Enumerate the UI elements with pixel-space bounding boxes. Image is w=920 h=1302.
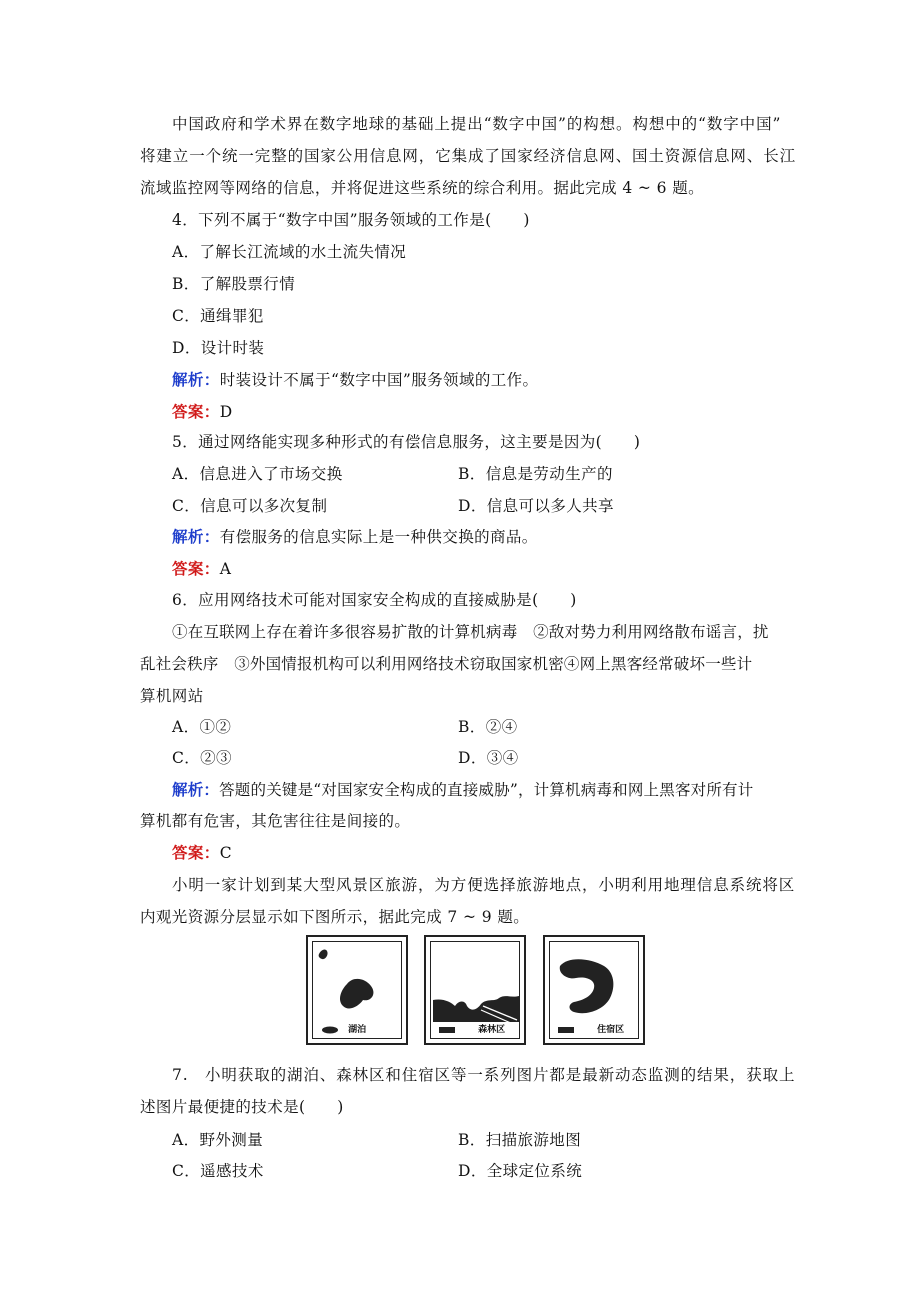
q6-statement-1: ①在互联网上存在着许多很容易扩散的计算机病毒 ②敌对势力利用网络散布谣言，扰 [172, 623, 769, 641]
intro-line-3: 流域监控网等网络的信息，并将促进这些系统的综合利用。据此完成 4 ~ 6 题。 [140, 179, 705, 197]
answer-value: D [219, 403, 233, 421]
answer-label: 答案： [172, 843, 220, 862]
q7-options-row-2 [172, 1159, 822, 1181]
lodging-layer-panel [543, 935, 645, 1045]
lodging-caption-text: 住宿区 [597, 1025, 625, 1035]
q5-analysis [172, 525, 822, 547]
q5-option-c: C．信息可以多次复制 [172, 497, 328, 515]
q5-options-row-2 [172, 494, 822, 516]
analysis-text: 答题的关键是“对国家安全构成的直接威胁”，计算机病毒和网上黑客对所有计 [219, 781, 754, 799]
lodging-caption [550, 1022, 646, 1035]
q6-option-b: B．②④ [458, 718, 518, 736]
q7-stem-2: 述图片最便捷的技术是( ) [140, 1098, 344, 1116]
q6-option-c: C．②③ [172, 749, 232, 767]
q5-answer [172, 557, 822, 579]
lake-caption [313, 1022, 409, 1035]
answer-label: 答案： [172, 402, 220, 421]
q6-analysis-1 [172, 778, 822, 800]
forest-legend-swatch [439, 1027, 455, 1033]
analysis-label: 解析： [172, 527, 220, 546]
q7-option-c: C．遥感技术 [172, 1162, 264, 1180]
q5-stem: 5．通过网络能实现多种形式的有偿信息服务，这主要是因为( ) [172, 433, 641, 451]
intro2-line-1: 小明一家计划到某大型风景区旅游，为方便选择旅游地点，小明利用地理信息系统将区 [172, 876, 796, 894]
forest-caption-text: 森林区 [478, 1025, 506, 1035]
analysis-label: 解析： [172, 780, 220, 799]
q6-option-d: D．③④ [458, 749, 519, 767]
q6-answer [172, 841, 822, 863]
lake-layer-panel [306, 935, 408, 1045]
q4-option-d: D．设计时装 [172, 339, 265, 357]
q6-stem: 6．应用网络技术可能对国家安全构成的直接威胁是( ) [172, 591, 577, 609]
q4-answer [172, 400, 822, 422]
forest-layer-panel [424, 935, 526, 1045]
intro-line-1: 中国政府和学术界在数字地球的基础上提出“数字中国”的构想。构想中的“数字中国” [172, 115, 782, 133]
forest-caption [431, 1022, 527, 1035]
lake-legend-swatch [321, 1026, 339, 1034]
q7-option-a: A．野外测量 [172, 1131, 264, 1149]
q4-option-a: A．了解长江流域的水土流失情况 [172, 243, 407, 261]
q6-analysis-2: 算机都有危害，其危害往往是间接的。 [140, 812, 411, 830]
q7-options-row-1 [172, 1128, 822, 1150]
answer-label: 答案： [172, 559, 220, 578]
q7-option-d: D．全球定位系统 [458, 1162, 583, 1180]
q5-option-b: B．信息是劳动生产的 [458, 465, 613, 483]
q5-option-a: A．信息进入了市场交换 [172, 465, 343, 483]
analysis-text: 有偿服务的信息实际上是一种供交换的商品。 [219, 528, 538, 546]
q6-option-a: A．①② [172, 718, 232, 736]
lake-caption-text: 湖泊 [348, 1025, 367, 1035]
analysis-label: 解析： [172, 370, 220, 389]
analysis-text: 时装设计不属于“数字中国”服务领域的工作。 [219, 371, 539, 389]
q5-options-row-1 [172, 462, 822, 484]
lodging-legend-swatch [558, 1027, 574, 1033]
q7-option-b: B．扫描旅游地图 [458, 1131, 582, 1149]
q6-statement-3: 算机网站 [140, 687, 204, 705]
q6-statement-2: 乱社会秩序 ③外国情报机构可以利用网络技术窃取国家机密④网上黑客经常破坏一些计 [140, 655, 753, 673]
answer-value: C [219, 844, 232, 862]
q4-stem: 4．下列不属于“数字中国”服务领域的工作是( ) [172, 211, 530, 229]
intro2-line-2: 内观光资源分层显示如下图所示，据此完成 7 ~ 9 题。 [140, 908, 530, 926]
q4-option-b: B．了解股票行情 [172, 275, 296, 293]
q5-option-d: D．信息可以多人共享 [458, 497, 614, 515]
q4-option-c: C．通缉罪犯 [172, 307, 264, 325]
q6-options-row-2 [172, 746, 822, 768]
intro-line-2: 将建立一个统一完整的国家公用信息网，它集成了国家经济信息网、国土资源信息网、长江 [140, 147, 797, 165]
q4-analysis [172, 368, 822, 390]
q6-options-row-1 [172, 715, 822, 737]
answer-value: A [219, 560, 232, 578]
gis-layers-figure [306, 935, 651, 1047]
q7-stem-1: 7. 小明获取的湖泊、森林区和住宿区等一系列图片都是最新动态监测的结果，获取上 [172, 1066, 796, 1084]
